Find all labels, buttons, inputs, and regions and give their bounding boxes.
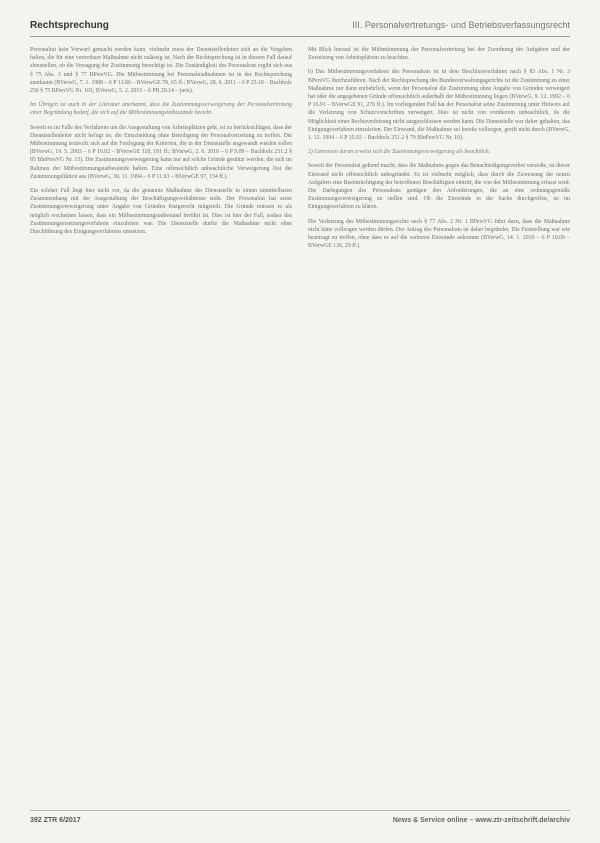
section-title: Rechtsprechung (30, 20, 109, 31)
section-topic: III. Personalvertretungs- und Betriebsverfassungsrecht (352, 20, 570, 30)
footer-rule (30, 810, 570, 811)
paragraph: Ein solcher Fall liegt hier nicht vor, da die genannte Maßnahme der Dienststelle in einem unmittelbaren Zusammenhang mit der Ausgestaltung der Beschäftigungsverhältnisse steht. Der Personalrat hat seine Zustimmungsverweigerung unter Angabe von Gründen fristgerecht mitgeteilt. Die Gründe müssen es als möglich erscheinen lassen, dass ein Mitbestimmungstatbestand berührt ist. Dies ist hier der Fall, sodass das Zustimmungsersetzungsverfahren einzuleiten war. Die Dienststelle durfte die Maßnahme nicht ohne Durchführung des Einigungsverfahrens umsetzen. (30, 188, 292, 236)
paragraph: 2) Gemessen daran erweist sich die Zustimmungsverweigerung als beachtlich. (308, 149, 491, 156)
paragraph: b) Das Mitbestimmungsverfahren des Personalrats ist in dem Beschlussverfahren nach § 83 Abs. 1 Nr. 3 BPersVG durchzuführen. Nach der Rechtsprechung des Bundesverwaltungsgerichts ist die Zustimmung zu einer Maßnahme nur dann entbehrlich, wenn der Personalrat die Zustimmung ohne Angabe von Gründen verweigert hat oder die angegebenen Gründe offensichtlich außerhalb der Mitbestimmung liegen (BVerwG, 9. 12. 1992 – 6 P 16.91 – BVerwGE 91, 276 ff.). Im vorliegenden Fall hat der Personalrat seine Zustimmung unter Hinweis auf die Verletzung von Schutzvorschriften verweigert. Dies ist nicht von vornherein unbeachtlich, da die Möglichkeit einer Rechtsverletzung nicht ausgeschlossen werden kann. Die Dienststelle war daher gehalten, das Einigungsverfahren einzuleiten. Der Einwand, die Maßnahme sei bereits vollzogen, greift nicht durch (BVerwG, 1. 12. 1994 – 6 P 35.92 – Buchholz 251.2 § 79 BlnPersVG Nr. 10). (308, 69, 570, 142)
archive-link[interactable]: News & Service online – www.ztr-zeitschrift.de/archiv (392, 817, 570, 824)
paragraph: Personalrat kein Vorwurf gemacht werden kann, vielmehr muss der Dienststellenleiter sich an die Vorgaben halten, die für eine vertretbare Maßnahme nicht zulässig ist. Nach der Rechtsprechung ist in diesem Fall darauf abzustellen, ob die Versagung der Zustimmung berechtigt ist. Die Zuständigkeit des Personalrats ergibt sich aus § 75 Abs. 3 und § 77 BPersVG. Die Mitbestimmung bei Personalmaßnahmen ist in der Rechtsprechung anerkannt (BVerwG, 7. 1. 1988 – 6 P 13.86 – BVerwGE 78, 65 ff.; BVerwG, 28. 6. 2011 – 6 P 23.10 – Buchholz 250 § 75 BPersVG Nr. 101; BVerwG, 5. 2. 2015 – 6 PB 20.14 – juris). (30, 47, 292, 95)
paragraph: Mit Blick hierauf ist die Mitbestimmung der Personalvertretung bei der Zuordnung der Aufgaben und der Zuweisung von Arbeitsplätzen zu beachten. (308, 47, 570, 62)
header-rule (30, 36, 570, 37)
right-column (308, 46, 570, 256)
paragraph: Im Übrigen ist auch in der Literatur anerkannt, dass die Zustimmungsverweigerung der Personalvertretung einer Begründung bedarf, die sich auf die Mitbestimmungstatbestände bezieht. (30, 102, 292, 117)
paragraph: Soweit der Personalrat geltend macht, dass die Maßnahme gegen das Benachteiligungsverbot verstoße, ist dieser Einwand nicht offensichtlich unbegründet. Es ist vielmehr möglich, dass durch die Zuweisung der neuen Aufgaben eine Beeinträchtigung der betroffenen Beschäftigten eintritt, die von der Mitbestimmung erfasst wird. Die Darlegungen des Personalrats genügen den Anforderungen, die an eine ordnungsgemäße Zustimmungsverweigerung zu stellen sind. Ob die Einwände in der Sache durchgreifen, ist im Einigungsverfahren zu klären. (308, 163, 570, 211)
paragraph: Die Verletzung des Mitbestimmungsrechts nach § 77 Abs. 2 Nr. 1 BPersVG führt dazu, dass die Maßnahme nicht hätte vollzogen werden dürfen. Der Antrag des Personalrats ist daher begründet. Die Feststellung war wie beantragt zu treffen, ohne dass es auf die weiteren Einwände ankommt (BVerwG, 14. 1. 2010 – 6 P 10.09 – BVerwGE 136, 29 ff.). (308, 218, 570, 250)
paragraph: Soweit es im Falle des Verfahrens um die Ausgestaltung von Arbeitsplätzen geht, ist zu berücksichtigen, dass der Dienststellenleiter nicht befugt ist, die Entscheidung ohne Beteiligung der Personalvertretung zu treffen. Die Mitbestimmung erstreckt sich auf die Festlegung der Kriterien, die in der Dienststelle angewandt werden sollen (BVerwG, 19. 5. 2003 – 6 P 16.02 – BVerwGE 118, 181 ff.; BVerwG, 2. 6. 2010 – 6 P 9.09 – Buchholz 251.2 § 85 BlnPersVG Nr. 15). Die Zustimmungsverweigerung kann nur auf solche Gründe gestützt werden, die sich im Rahmen der Mitbestimmungstatbestände halten. Eine offensichtlich unbeachtliche Verweigerung löst die Zustimmungsfiktion aus (BVerwG, 30. 11. 1994 – 6 P 11.93 – BVerwGE 97, 154 ff.). (30, 124, 292, 180)
left-column (30, 46, 292, 242)
page-number: 392 ZTR 6/2017 (30, 817, 81, 824)
